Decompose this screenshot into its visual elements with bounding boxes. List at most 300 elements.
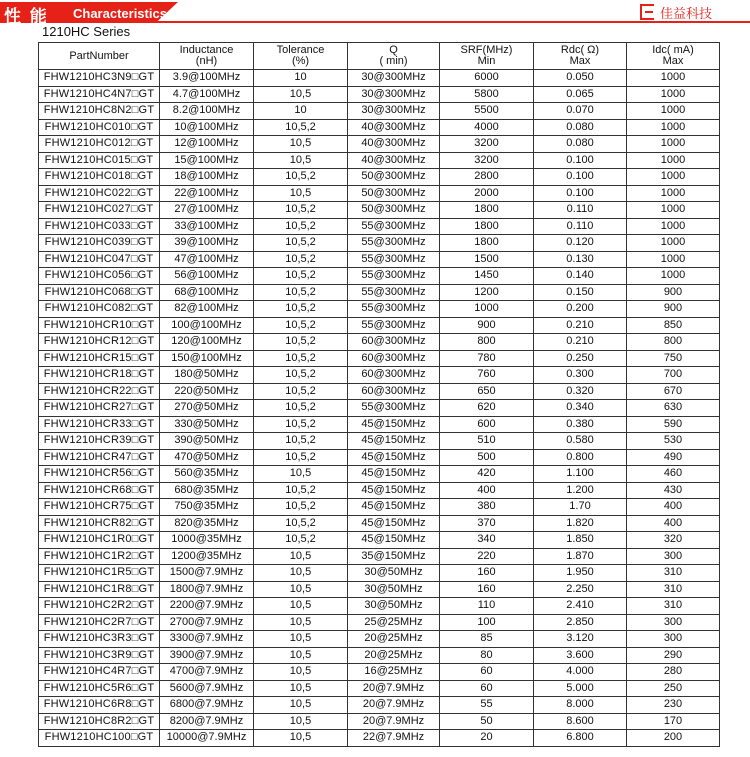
table-cell: 39@100MHz [160,235,254,252]
table-cell: 50@300MHz [348,202,440,219]
table-cell: 5500 [440,103,534,120]
table-cell: 0.065 [534,86,627,103]
table-cell: 50@300MHz [348,185,440,202]
table-cell: 1000 [627,218,720,235]
table-cell: 10,5,2 [254,350,348,367]
table-cell: 750@35MHz [160,499,254,516]
table-cell: 2700@7.9MHz [160,614,254,631]
table-cell: 55@300MHz [348,235,440,252]
table-row [39,664,720,681]
table-cell: 20@25MHz [348,631,440,648]
table-cell: FHW1210HC3N9□GT [39,70,160,87]
title-en: Characteristics [73,6,167,21]
table-cell: 6000 [440,70,534,87]
table-cell: 280 [627,664,720,681]
table-cell: 8200@7.9MHz [160,713,254,730]
table-cell: FHW1210HC3R3□GT [39,631,160,648]
table-cell: 300 [627,631,720,648]
table-row [39,697,720,714]
table-cell: 45@150MHz [348,515,440,532]
table-cell: 290 [627,647,720,664]
table-row [39,515,720,532]
table-cell: FHW1210HC1R0□GT [39,532,160,549]
table-cell: 30@300MHz [348,70,440,87]
table-cell: 250 [627,680,720,697]
table-cell: 12@100MHz [160,136,254,153]
table-cell: FHW1210HC5R6□GT [39,680,160,697]
table-cell: 620 [440,400,534,417]
column-header [534,43,627,70]
table-cell: FHW1210HC6R8□GT [39,697,160,714]
table-cell: 10,5 [254,152,348,169]
table-cell: FHW1210HC012□GT [39,136,160,153]
table-cell: 650 [440,383,534,400]
table-cell: 50@300MHz [348,169,440,186]
table-cell: 1.200 [534,482,627,499]
table-cell: FHW1210HC8N2□GT [39,103,160,120]
table-cell: FHW1210HC082□GT [39,301,160,318]
column-header-line2: (%) [291,55,310,67]
table-cell: FHW1210HC1R5□GT [39,565,160,582]
table-cell: 10,5,2 [254,416,348,433]
table-cell: 10,5 [254,598,348,615]
table-cell: 45@150MHz [348,482,440,499]
table-cell: 60@300MHz [348,334,440,351]
table-row [39,581,720,598]
table-row [39,482,720,499]
table-cell: 0.800 [534,449,627,466]
table-row [39,400,720,417]
table-cell: 40@300MHz [348,152,440,169]
table-cell: FHW1210HCR39□GT [39,433,160,450]
table-cell: 1000 [627,202,720,219]
column-header-line2: Max [662,55,684,67]
table-cell: 0.130 [534,251,627,268]
table-cell: 1500 [440,251,534,268]
column-header-line1: PartNumber [69,49,129,62]
table-cell: 1800 [440,218,534,235]
table-cell: 30@50MHz [348,565,440,582]
table-cell: FHW1210HC047□GT [39,251,160,268]
table-cell: 380 [440,499,534,516]
table-cell: 2.850 [534,614,627,631]
table-row [39,499,720,516]
column-header-line2: Min [477,55,496,67]
company-logo [640,3,712,21]
table-cell: 10,5,2 [254,482,348,499]
table-row [39,235,720,252]
table-cell: 10,5 [254,614,348,631]
table-row [39,218,720,235]
table-cell: 300 [627,614,720,631]
logo-mark-icon [640,4,654,20]
table-cell: 270@50MHz [160,400,254,417]
table-row [39,598,720,615]
table-cell: 4.000 [534,664,627,681]
table-row [39,449,720,466]
table-cell: 85 [440,631,534,648]
table-cell: FHW1210HC010□GT [39,119,160,136]
column-header [348,43,440,70]
table-cell: 10,5 [254,136,348,153]
column-header [254,43,348,70]
table-cell: 390@50MHz [160,433,254,450]
table-cell: 340 [440,532,534,549]
table-cell: 1000 [627,70,720,87]
table-cell: 30@300MHz [348,86,440,103]
table-cell: 55@300MHz [348,317,440,334]
table-cell: 2.250 [534,581,627,598]
table-cell: FHW1210HCR15□GT [39,350,160,367]
table-cell: 3900@7.9MHz [160,647,254,664]
table-row [39,152,720,169]
table-cell: 220 [440,548,534,565]
table-cell: 0.210 [534,317,627,334]
table-cell: 400 [627,499,720,516]
table-cell: 160 [440,581,534,598]
table-cell: 20 [440,730,534,747]
table-cell: FHW1210HC2R7□GT [39,614,160,631]
table-cell: 1.950 [534,565,627,582]
table-cell: 40@300MHz [348,119,440,136]
table-cell: 470@50MHz [160,449,254,466]
table-cell: 30@50MHz [348,581,440,598]
table-cell: FHW1210HC033□GT [39,218,160,235]
table-cell: 56@100MHz [160,268,254,285]
table-cell: 1000 [627,185,720,202]
table-cell: 0.140 [534,268,627,285]
table-cell: 47@100MHz [160,251,254,268]
table-cell: 10,5,2 [254,284,348,301]
table-cell: 900 [627,301,720,318]
table-cell: 60@300MHz [348,350,440,367]
table-cell: 110 [440,598,534,615]
table-cell: 45@150MHz [348,449,440,466]
table-cell: 6.800 [534,730,627,747]
table-cell: 8.000 [534,697,627,714]
table-row [39,119,720,136]
table-cell: 10,5 [254,697,348,714]
table-cell: 5600@7.9MHz [160,680,254,697]
table-cell: 10,5,2 [254,268,348,285]
table-row [39,301,720,318]
table-cell: 1000 [627,103,720,120]
table-cell: 700 [627,367,720,384]
table-cell: FHW1210HC100□GT [39,730,160,747]
table-cell: FHW1210HCR33□GT [39,416,160,433]
table-cell: 1000 [627,235,720,252]
column-header-line1: Q [389,44,398,56]
table-cell: 120@100MHz [160,334,254,351]
table-cell: 10,5,2 [254,169,348,186]
table-cell: 0.380 [534,416,627,433]
table-cell: FHW1210HC027□GT [39,202,160,219]
header-banner [0,0,750,24]
table-cell: FHW1210HCR10□GT [39,317,160,334]
table-cell: 490 [627,449,720,466]
table-cell: 1000 [627,136,720,153]
table-cell: 10,5 [254,86,348,103]
table-cell: 8.2@100MHz [160,103,254,120]
table-cell: 750 [627,350,720,367]
table-row [39,631,720,648]
table-row [39,367,720,384]
table-cell: 0.150 [534,284,627,301]
table-cell: 10@100MHz [160,119,254,136]
table-cell: FHW1210HC056□GT [39,268,160,285]
table-cell: FHW1210HC068□GT [39,284,160,301]
title-cn: 性 能 [4,7,49,26]
table-row [39,86,720,103]
table-cell: 60@300MHz [348,367,440,384]
table-cell: 1000 [627,86,720,103]
table-cell: 33@100MHz [160,218,254,235]
table-cell: 0.100 [534,152,627,169]
table-cell: 55@300MHz [348,218,440,235]
table-row [39,713,720,730]
table-cell: 10,5,2 [254,202,348,219]
table-cell: 3.600 [534,647,627,664]
table-cell: 10,5,2 [254,515,348,532]
table-cell: 310 [627,565,720,582]
table-cell: 2.410 [534,598,627,615]
table-cell: FHW1210HC039□GT [39,235,160,252]
table-cell: 55@300MHz [348,268,440,285]
table-cell: 820@35MHz [160,515,254,532]
table-cell: 16@25MHz [348,664,440,681]
table-cell: 80 [440,647,534,664]
table-cell: 10,5,2 [254,251,348,268]
table-cell: 760 [440,367,534,384]
table-cell: 500 [440,449,534,466]
table-cell: 1000 [440,301,534,318]
table-row [39,647,720,664]
table-cell: 22@7.9MHz [348,730,440,747]
table-cell: 10,5 [254,565,348,582]
table-cell: 0.110 [534,202,627,219]
table-cell: 10,5,2 [254,218,348,235]
table-header-row [39,43,720,70]
table-cell: 0.100 [534,169,627,186]
table-cell: 230 [627,697,720,714]
table-cell: 2000 [440,185,534,202]
table-cell: 0.100 [534,185,627,202]
table-row [39,202,720,219]
table-cell: 10,5,2 [254,301,348,318]
table-cell: 68@100MHz [160,284,254,301]
table-cell: 1.850 [534,532,627,549]
table-cell: 220@50MHz [160,383,254,400]
table-cell: 15@100MHz [160,152,254,169]
table-cell: 10,5 [254,466,348,483]
series-label: 1210HC Series [42,24,131,39]
column-header-line1: SRF(MHz) [460,44,513,56]
table-cell: 45@150MHz [348,499,440,516]
table-row [39,185,720,202]
table-cell: 0.340 [534,400,627,417]
table-cell: 10,5,2 [254,317,348,334]
table-cell: 0.200 [534,301,627,318]
table-cell: 1000 [627,152,720,169]
table-cell: 5.000 [534,680,627,697]
table-cell: 900 [627,284,720,301]
table-cell: 10,5 [254,548,348,565]
table-cell: 10 [254,70,348,87]
table-row [39,565,720,582]
table-row [39,103,720,120]
table-cell: 0.050 [534,70,627,87]
table-cell: 530 [627,433,720,450]
table-cell: 200 [627,730,720,747]
table-cell: 45@150MHz [348,433,440,450]
table-row [39,416,720,433]
table-cell: 170 [627,713,720,730]
table-cell: 27@100MHz [160,202,254,219]
table-cell: 4700@7.9MHz [160,664,254,681]
table-cell: FHW1210HC022□GT [39,185,160,202]
table-cell: 10,5,2 [254,400,348,417]
table-cell: 45@150MHz [348,416,440,433]
table-cell: 55@300MHz [348,301,440,318]
table-cell: 10,5 [254,581,348,598]
column-header-line2: ( min) [379,55,408,67]
table-cell: 560@35MHz [160,466,254,483]
table-row [39,136,720,153]
table-cell: 10,5,2 [254,499,348,516]
table-cell: 100@100MHz [160,317,254,334]
table-cell: 900 [440,317,534,334]
column-header-line2: Max [569,55,591,67]
table-row [39,169,720,186]
table-cell: 3200 [440,152,534,169]
table-cell: 670 [627,383,720,400]
table-cell: 10,5,2 [254,334,348,351]
column-header-line1: Idc( mA) [652,44,694,56]
table-row [39,334,720,351]
table-cell: 45@150MHz [348,466,440,483]
table-cell: FHW1210HCR68□GT [39,482,160,499]
table-cell: 60 [440,664,534,681]
table-cell: 10,5 [254,185,348,202]
table-cell: 0.300 [534,367,627,384]
table-cell: 1500@7.9MHz [160,565,254,582]
table-cell: 680@35MHz [160,482,254,499]
table-cell: 160 [440,565,534,582]
table-cell: 180@50MHz [160,367,254,384]
table-cell: 10,5 [254,664,348,681]
column-header [39,43,160,70]
column-header [160,43,254,70]
table-cell: FHW1210HC018□GT [39,169,160,186]
table-cell: 400 [440,482,534,499]
table-cell: 630 [627,400,720,417]
table-cell: 10,5 [254,680,348,697]
table-cell: 1200@35MHz [160,548,254,565]
table-cell: 310 [627,581,720,598]
table-cell: 1000 [627,251,720,268]
table-cell: 3.9@100MHz [160,70,254,87]
table-cell: 850 [627,317,720,334]
table-cell: FHW1210HC4N7□GT [39,86,160,103]
table-cell: 20@7.9MHz [348,680,440,697]
table-cell: 6800@7.9MHz [160,697,254,714]
table-row [39,383,720,400]
table-cell: FHW1210HC2R2□GT [39,598,160,615]
table-cell: 2200@7.9MHz [160,598,254,615]
table-cell: 1.100 [534,466,627,483]
table-cell: FHW1210HCR18□GT [39,367,160,384]
table-row [39,532,720,549]
table-cell: 430 [627,482,720,499]
table-cell: 30@300MHz [348,103,440,120]
table-cell: 5800 [440,86,534,103]
table-cell: 10,5,2 [254,532,348,549]
table-cell: 10000@7.9MHz [160,730,254,747]
column-header-line1: Inductance [179,44,234,56]
table-cell: FHW1210HCR75□GT [39,499,160,516]
table-cell: 4.7@100MHz [160,86,254,103]
table-cell: 30@50MHz [348,598,440,615]
table-cell: 55 [440,697,534,714]
table-cell: FHW1210HCR56□GT [39,466,160,483]
table-cell: 1800 [440,202,534,219]
table-cell: 55@300MHz [348,400,440,417]
table-cell: 510 [440,433,534,450]
table-cell: 50 [440,713,534,730]
table-cell: 10,5 [254,631,348,648]
table-cell: FHW1210HC015□GT [39,152,160,169]
table-row [39,433,720,450]
table-cell: 18@100MHz [160,169,254,186]
table-cell: 330@50MHz [160,416,254,433]
table-cell: 4000 [440,119,534,136]
banner-underline [0,21,750,23]
table-cell: 10,5,2 [254,383,348,400]
table-cell: 82@100MHz [160,301,254,318]
table-cell: 60 [440,680,534,697]
table-cell: FHW1210HC4R7□GT [39,664,160,681]
table-cell: 40@300MHz [348,136,440,153]
table-cell: 1000 [627,169,720,186]
table-cell: 3300@7.9MHz [160,631,254,648]
column-header-line1: Rdc( Ω) [560,44,600,56]
table-cell: 0.080 [534,136,627,153]
table-cell: 55@300MHz [348,251,440,268]
table-cell: 60@300MHz [348,383,440,400]
table-row [39,350,720,367]
table-cell: 10,5,2 [254,119,348,136]
logo-text: 佳益科技 [660,6,713,22]
table-cell: 460 [627,466,720,483]
table-cell: 1200 [440,284,534,301]
column-header [627,43,720,70]
table-cell: 55@300MHz [348,284,440,301]
table-row [39,548,720,565]
table-cell: FHW1210HCR22□GT [39,383,160,400]
table-cell: 0.110 [534,218,627,235]
table-row [39,730,720,747]
table-cell: FHW1210HC3R9□GT [39,647,160,664]
table-cell: 35@150MHz [348,548,440,565]
table-cell: 10,5 [254,730,348,747]
column-header-line1: Tolerance [276,44,325,56]
table-cell: 400 [627,515,720,532]
table-cell: 20@7.9MHz [348,713,440,730]
table-cell: 1.870 [534,548,627,565]
table-cell: 800 [440,334,534,351]
table-cell: 800 [627,334,720,351]
table-row [39,268,720,285]
